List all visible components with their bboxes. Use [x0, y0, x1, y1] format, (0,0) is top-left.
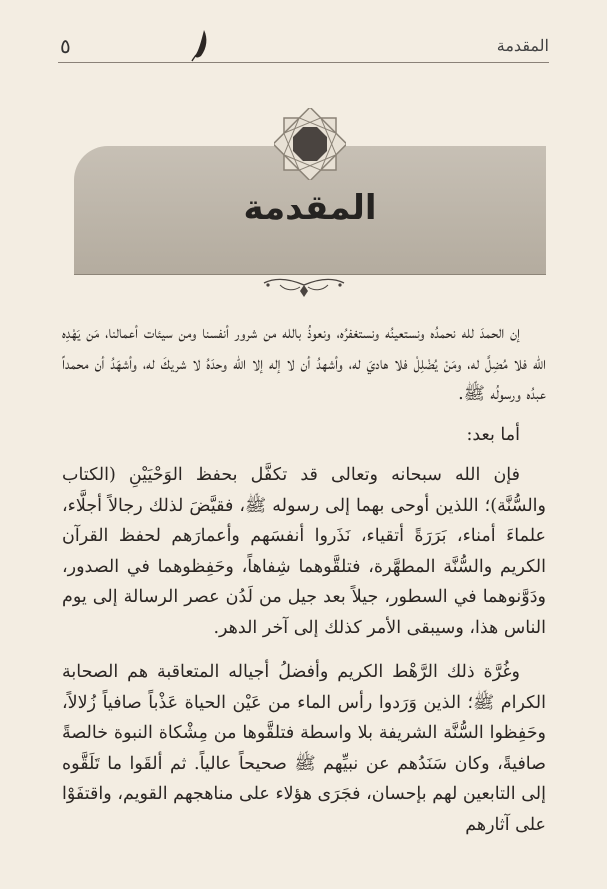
paragraph-revelation: فإن الله سبحانه وتعالى قد تكفَّل بحفظ الوَحْيَيْنِ (الكتاب والسُّنَّة)؛ اللذين أوحى بهما إلى رسوله ﷺ، فقيَّضَ لذلك رجالاً أجلَّاء، علماءَ أمناء، بَرَرَةً أتقياء، نَذَروا أنفسَهم وأعمارَهم لحفظ القرآن الكريم والسُّنَّة المطهَّرة، فتلقَّوهما شِفاهاً، وحَفِظوهما في الصدور، ودَوَّنوهما في السطور، جيلاً بعد جيل من لَدُن عصر الرسالة إلى يوم الناس هذا، وسيبقى الأمر كذلك إلى آخر الدهر.: [62, 465, 546, 638]
paragraph-opening: إن الحمدَ لله نحمدُه ونستعينُه ونستغفرُه، ونعوذُ بالله من شرور أنفسنا ومن سيئات أعمالنا، مَن يَهْدِه الله فلا مُضِلَّ له، ومَنْ يُضْلِلْ فلا هاديَ له، وأشهدُ أن لا إله إلا الله وحدَهُ لا شريكَ له، وأشهَدُ أن محمداً عبدُه ورسولُه ﷺ.: [62, 323, 546, 404]
quill-ornament-icon: [188, 28, 214, 62]
running-header: [58, 28, 549, 63]
floral-divider-icon: [260, 275, 348, 299]
chapter-title: المقدمة: [243, 188, 377, 228]
page-number: ٥: [60, 34, 71, 58]
body-text: [62, 318, 546, 840]
paragraph-companions: وغُرَّة ذلك الرَّهْط الكريم وأفضلُ أجياله المتعاقبة هم الصحابة الكرام ﷺ؛ الذين وَرَدوا رأس الماء من عَيْن الحياة عَذْباً صافياً زُلالاً، وحَفِظوا السُّنَّة الشريفة بلا واسطة فتلقَّوها من مِشْكاة النبوة خالصةً صافيةً، وكان سَنَدُهم عن نبيِّهم ﷺ صحيحاً عالياً. ثم ألقَوا ما تَلَقَّوه إلى التابعين لهم بإحسان، فجَرَى هؤلاء على مناهجهم القويم، واقتفَوْا على آثارهم: [62, 662, 546, 835]
octagram-ornament-icon: [274, 108, 346, 180]
running-title: المقدمة: [496, 36, 549, 55]
paragraph-amma-bad: أما بعد:: [466, 424, 520, 445]
